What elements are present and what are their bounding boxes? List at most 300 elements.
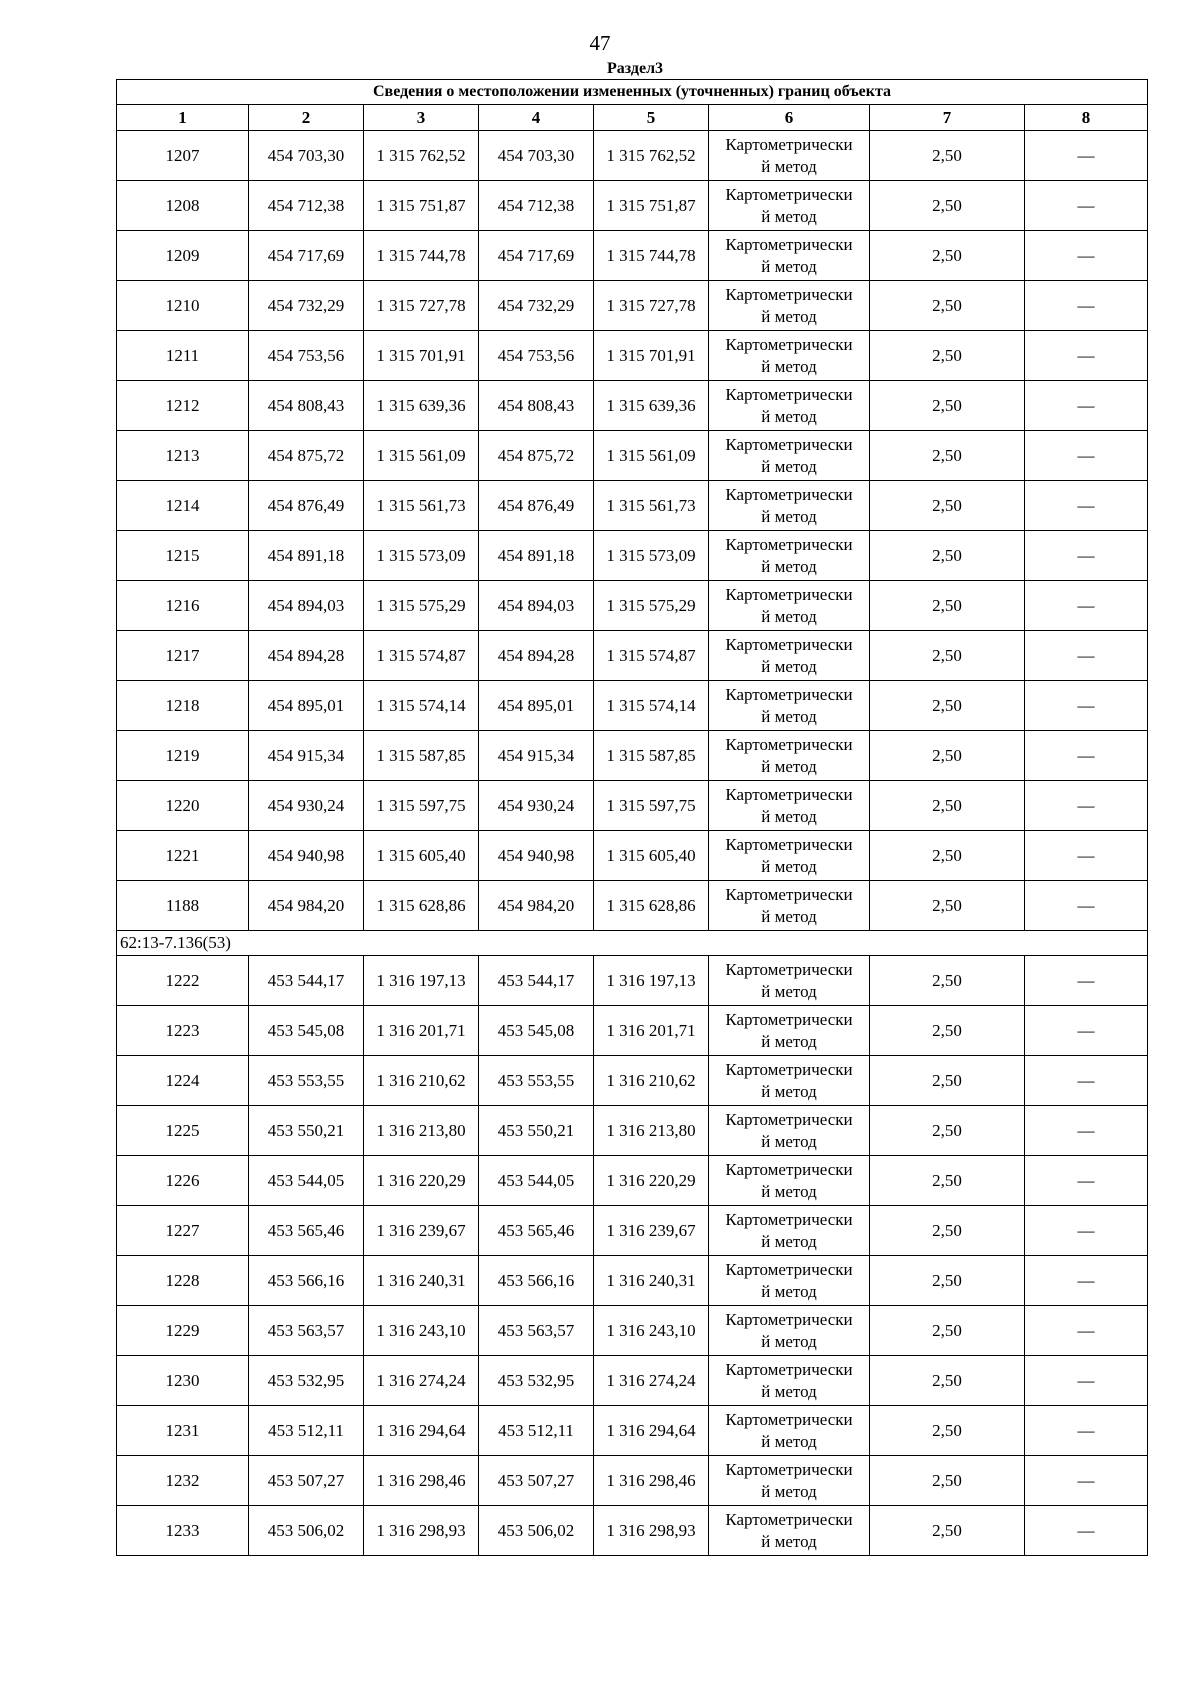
table-row [117,1456,1148,1506]
existing-y-cell: 1 315 574,14 [364,681,479,731]
method-text-line-2: й метод [761,906,817,926]
new-x-cell: 453 532,95 [479,1356,594,1406]
description-cell: — [1025,181,1148,231]
method-cell [709,431,870,481]
description-cell: — [1025,231,1148,281]
table-row [117,1056,1148,1106]
existing-x-cell: 453 507,27 [249,1456,364,1506]
description-cell: — [1025,381,1148,431]
method-cell [709,681,870,731]
existing-y-cell: 1 316 243,10 [364,1306,479,1356]
column-header: 3 [364,105,479,131]
description-cell: — [1025,1156,1148,1206]
point-number-cell: 1208 [117,181,249,231]
method-text-line-1: Картометрически [725,134,853,154]
existing-x-cell: 454 930,24 [249,781,364,831]
table-row [117,881,1148,931]
existing-y-cell: 1 315 574,87 [364,631,479,681]
point-number-cell: 1231 [117,1406,249,1456]
point-number-cell: 1217 [117,631,249,681]
new-y-cell: 1 315 574,14 [594,681,709,731]
point-number-cell: 1218 [117,681,249,731]
new-x-cell: 453 563,57 [479,1306,594,1356]
description-cell: — [1025,431,1148,481]
new-x-cell: 454 984,20 [479,881,594,931]
method-text-line-2: й метод [761,1431,817,1451]
new-x-cell: 454 876,49 [479,481,594,531]
existing-y-cell: 1 316 274,24 [364,1356,479,1406]
point-number-cell: 1212 [117,381,249,431]
description-cell: — [1025,1306,1148,1356]
table-row [117,481,1148,531]
method-cell [709,881,870,931]
accuracy-cell: 2,50 [870,381,1025,431]
table-row [117,1156,1148,1206]
point-number-cell: 1223 [117,1006,249,1056]
method-cell [709,1056,870,1106]
existing-x-cell: 454 894,28 [249,631,364,681]
existing-x-cell: 454 732,29 [249,281,364,331]
existing-y-cell: 1 315 762,52 [364,131,479,181]
method-cell [709,1206,870,1256]
method-text-line-1: Картометрически [725,1509,853,1529]
existing-y-cell: 1 315 751,87 [364,181,479,231]
method-text-line-1: Картометрически [725,734,853,754]
accuracy-cell: 2,50 [870,1456,1025,1506]
point-number-cell: 1207 [117,131,249,181]
column-header: 7 [870,105,1025,131]
existing-y-cell: 1 315 628,86 [364,881,479,931]
new-y-cell: 1 315 701,91 [594,331,709,381]
table-row [117,1506,1148,1556]
point-number-cell: 1229 [117,1306,249,1356]
point-number-cell: 1209 [117,231,249,281]
point-number-cell: 1216 [117,581,249,631]
method-cell [709,1356,870,1406]
description-cell: — [1025,581,1148,631]
existing-x-cell: 453 512,11 [249,1406,364,1456]
method-text-line-1: Картометрически [725,834,853,854]
method-text-line-1: Картометрически [725,684,853,704]
method-text-line-2: й метод [761,156,817,176]
method-cell [709,1156,870,1206]
point-number-cell: 1225 [117,1106,249,1156]
new-y-cell: 1 316 243,10 [594,1306,709,1356]
table-row [117,331,1148,381]
method-text-line-1: Картометрически [725,1309,853,1329]
point-number-cell: 1224 [117,1056,249,1106]
method-text-line-1: Картометрически [725,1159,853,1179]
new-y-cell: 1 316 220,29 [594,1156,709,1206]
existing-y-cell: 1 315 727,78 [364,281,479,331]
new-x-cell: 454 930,24 [479,781,594,831]
new-y-cell: 1 316 298,46 [594,1456,709,1506]
accuracy-cell: 2,50 [870,231,1025,281]
new-x-cell: 454 712,38 [479,181,594,231]
method-text-line-1: Картометрически [725,184,853,204]
accuracy-cell: 2,50 [870,1256,1025,1306]
accuracy-cell: 2,50 [870,1356,1025,1406]
new-x-cell: 454 875,72 [479,431,594,481]
accuracy-cell: 2,50 [870,681,1025,731]
method-cell [709,1506,870,1556]
accuracy-cell: 2,50 [870,831,1025,881]
table-row [117,281,1148,331]
new-x-cell: 454 894,03 [479,581,594,631]
method-cell [709,481,870,531]
accuracy-cell: 2,50 [870,881,1025,931]
new-y-cell: 1 316 239,67 [594,1206,709,1256]
method-text-line-2: й метод [761,756,817,776]
method-text-line-2: й метод [761,1231,817,1251]
method-cell [709,231,870,281]
table-row [117,731,1148,781]
new-x-cell: 454 717,69 [479,231,594,281]
point-number-cell: 1226 [117,1156,249,1206]
method-cell [709,1306,870,1356]
existing-x-cell: 453 544,17 [249,956,364,1006]
existing-y-cell: 1 315 587,85 [364,731,479,781]
method-text-line-1: Картометрически [725,784,853,804]
new-x-cell: 453 566,16 [479,1256,594,1306]
existing-y-cell: 1 316 213,80 [364,1106,479,1156]
method-text-line-2: й метод [761,356,817,376]
method-text-line-2: й метод [761,256,817,276]
new-x-cell: 454 703,30 [479,131,594,181]
new-x-cell: 454 894,28 [479,631,594,681]
new-y-cell: 1 315 628,86 [594,881,709,931]
existing-y-cell: 1 315 701,91 [364,331,479,381]
method-text-line-1: Картометрически [725,634,853,654]
new-y-cell: 1 316 294,64 [594,1406,709,1456]
new-x-cell: 453 512,11 [479,1406,594,1456]
method-cell [709,181,870,231]
existing-y-cell: 1 316 201,71 [364,1006,479,1056]
method-cell [709,131,870,181]
method-text-line-1: Картометрически [725,1009,853,1029]
existing-x-cell: 454 894,03 [249,581,364,631]
method-text-line-1: Картометрически [725,959,853,979]
column-header: 6 [709,105,870,131]
method-text-line-1: Картометрически [725,334,853,354]
method-text-line-2: й метод [761,456,817,476]
new-y-cell: 1 316 210,62 [594,1056,709,1106]
new-x-cell: 453 565,46 [479,1206,594,1256]
existing-y-cell: 1 316 220,29 [364,1156,479,1206]
existing-x-cell: 453 544,05 [249,1156,364,1206]
method-text-line-2: й метод [761,406,817,426]
existing-x-cell: 453 563,57 [249,1306,364,1356]
description-cell: — [1025,731,1148,781]
new-x-cell: 453 544,05 [479,1156,594,1206]
column-header: 1 [117,105,249,131]
method-cell [709,831,870,881]
existing-x-cell: 454 895,01 [249,681,364,731]
method-text-line-2: й метод [761,806,817,826]
table-row [117,431,1148,481]
method-cell [709,956,870,1006]
point-number-cell: 1214 [117,481,249,531]
accuracy-cell: 2,50 [870,1406,1025,1456]
new-y-cell: 1 315 587,85 [594,731,709,781]
new-y-cell: 1 315 639,36 [594,381,709,431]
new-x-cell: 453 506,02 [479,1506,594,1556]
method-text-line-2: й метод [761,1331,817,1351]
point-number-cell: 1232 [117,1456,249,1506]
existing-y-cell: 1 316 240,31 [364,1256,479,1306]
method-text-line-2: й метод [761,706,817,726]
description-cell: — [1025,1106,1148,1156]
point-number-cell: 1215 [117,531,249,581]
new-x-cell: 454 732,29 [479,281,594,331]
column-header: 4 [479,105,594,131]
existing-x-cell: 453 506,02 [249,1506,364,1556]
accuracy-cell: 2,50 [870,1056,1025,1106]
existing-y-cell: 1 315 561,09 [364,431,479,481]
new-y-cell: 1 315 762,52 [594,131,709,181]
existing-y-cell: 1 315 605,40 [364,831,479,881]
new-x-cell: 453 550,21 [479,1106,594,1156]
new-y-cell: 1 315 573,09 [594,531,709,581]
point-number-cell: 1220 [117,781,249,831]
point-number-cell: 1213 [117,431,249,481]
new-y-cell: 1 316 197,13 [594,956,709,1006]
new-y-cell: 1 316 201,71 [594,1006,709,1056]
point-number-cell: 1188 [117,881,249,931]
description-cell: — [1025,781,1148,831]
existing-x-cell: 453 550,21 [249,1106,364,1156]
method-text-line-1: Картометрически [725,884,853,904]
new-y-cell: 1 316 298,93 [594,1506,709,1556]
existing-x-cell: 454 753,56 [249,331,364,381]
method-text-line-1: Картометрически [725,1459,853,1479]
new-x-cell: 453 544,17 [479,956,594,1006]
existing-x-cell: 454 808,43 [249,381,364,431]
method-cell [709,631,870,681]
accuracy-cell: 2,50 [870,1156,1025,1206]
new-x-cell: 453 553,55 [479,1056,594,1106]
accuracy-cell: 2,50 [870,531,1025,581]
accuracy-cell: 2,50 [870,481,1025,531]
description-cell: — [1025,481,1148,531]
table-row [117,581,1148,631]
existing-y-cell: 1 315 639,36 [364,381,479,431]
method-text-line-2: й метод [761,1131,817,1151]
point-number-cell: 1221 [117,831,249,881]
method-text-line-2: й метод [761,656,817,676]
method-cell [709,1456,870,1506]
description-cell: — [1025,1406,1148,1456]
existing-y-cell: 1 315 597,75 [364,781,479,831]
column-header: 5 [594,105,709,131]
existing-x-cell: 454 891,18 [249,531,364,581]
accuracy-cell: 2,50 [870,181,1025,231]
group-label-row [117,931,1148,956]
accuracy-cell: 2,50 [870,431,1025,481]
existing-y-cell: 1 315 573,09 [364,531,479,581]
table-row [117,956,1148,1006]
point-number-cell: 1219 [117,731,249,781]
existing-y-cell: 1 316 239,67 [364,1206,479,1256]
point-number-cell: 1227 [117,1206,249,1256]
method-text-line-2: й метод [761,1081,817,1101]
existing-x-cell: 453 532,95 [249,1356,364,1406]
method-text-line-2: й метод [761,1031,817,1051]
method-cell [709,1406,870,1456]
method-text-line-1: Картометрически [725,384,853,404]
point-number-cell: 1233 [117,1506,249,1556]
new-y-cell: 1 315 727,78 [594,281,709,331]
method-text-line-2: й метод [761,856,817,876]
existing-y-cell: 1 316 298,93 [364,1506,479,1556]
existing-y-cell: 1 316 294,64 [364,1406,479,1456]
existing-y-cell: 1 316 197,13 [364,956,479,1006]
method-cell [709,581,870,631]
method-cell [709,781,870,831]
point-number-cell: 1230 [117,1356,249,1406]
method-cell [709,381,870,431]
accuracy-cell: 2,50 [870,781,1025,831]
method-cell [709,1106,870,1156]
accuracy-cell: 2,50 [870,281,1025,331]
description-cell: — [1025,1456,1148,1506]
description-cell: — [1025,881,1148,931]
description-cell: — [1025,1206,1148,1256]
new-y-cell: 1 315 744,78 [594,231,709,281]
method-text-line-2: й метод [761,206,817,226]
table-row [117,1006,1148,1056]
table-row [117,781,1148,831]
method-cell [709,1256,870,1306]
group-label: 62:13-7.136(53) [117,931,1148,956]
method-text-line-1: Картометрически [725,234,853,254]
new-y-cell: 1 315 751,87 [594,181,709,231]
existing-x-cell: 454 703,30 [249,131,364,181]
new-x-cell: 453 545,08 [479,1006,594,1056]
point-number-cell: 1210 [117,281,249,331]
existing-y-cell: 1 316 210,62 [364,1056,479,1106]
new-x-cell: 454 940,98 [479,831,594,881]
accuracy-cell: 2,50 [870,1106,1025,1156]
table-row [117,1356,1148,1406]
existing-x-cell: 454 915,34 [249,731,364,781]
table-caption-row [117,80,1148,105]
method-text-line-2: й метод [761,981,817,1001]
existing-x-cell: 454 717,69 [249,231,364,281]
description-cell: — [1025,1256,1148,1306]
method-text-line-1: Картометрически [725,1359,853,1379]
new-y-cell: 1 315 575,29 [594,581,709,631]
new-x-cell: 454 753,56 [479,331,594,381]
existing-y-cell: 1 315 561,73 [364,481,479,531]
description-cell: — [1025,681,1148,731]
accuracy-cell: 2,50 [870,581,1025,631]
new-x-cell: 454 895,01 [479,681,594,731]
method-text-line-1: Картометрически [725,534,853,554]
accuracy-cell: 2,50 [870,956,1025,1006]
new-x-cell: 454 891,18 [479,531,594,581]
new-x-cell: 453 507,27 [479,1456,594,1506]
method-text-line-1: Картометрически [725,1059,853,1079]
point-number-cell: 1222 [117,956,249,1006]
description-cell: — [1025,956,1148,1006]
method-text-line-2: й метод [761,1381,817,1401]
new-y-cell: 1 316 213,80 [594,1106,709,1156]
point-number-cell: 1228 [117,1256,249,1306]
accuracy-cell: 2,50 [870,331,1025,381]
table-row [117,831,1148,881]
accuracy-cell: 2,50 [870,731,1025,781]
method-cell [709,531,870,581]
table-row [117,1256,1148,1306]
accuracy-cell: 2,50 [870,1006,1025,1056]
accuracy-cell: 2,50 [870,131,1025,181]
method-text-line-2: й метод [761,606,817,626]
method-cell [709,281,870,331]
method-cell [709,1006,870,1056]
column-header: 8 [1025,105,1148,131]
existing-y-cell: 1 315 744,78 [364,231,479,281]
accuracy-cell: 2,50 [870,631,1025,681]
new-y-cell: 1 315 561,09 [594,431,709,481]
page-number: 47 [589,31,611,55]
new-y-cell: 1 315 605,40 [594,831,709,881]
method-text-line-2: й метод [761,1481,817,1501]
table-row [117,381,1148,431]
method-text-line-2: й метод [761,306,817,326]
accuracy-cell: 2,50 [870,1206,1025,1256]
method-text-line-2: й метод [761,556,817,576]
method-text-line-1: Картометрически [725,284,853,304]
method-text-line-2: й метод [761,1281,817,1301]
existing-x-cell: 453 566,16 [249,1256,364,1306]
new-y-cell: 1 316 240,31 [594,1256,709,1306]
new-x-cell: 454 808,43 [479,381,594,431]
table-row [117,631,1148,681]
column-header: 2 [249,105,364,131]
method-text-line-2: й метод [761,1531,817,1551]
method-text-line-1: Картометрически [725,1409,853,1429]
description-cell: — [1025,1356,1148,1406]
method-text-line-1: Картометрически [725,484,853,504]
table-row [117,531,1148,581]
table-row [117,1306,1148,1356]
new-x-cell: 454 915,34 [479,731,594,781]
existing-x-cell: 454 712,38 [249,181,364,231]
description-cell: — [1025,831,1148,881]
method-text-line-1: Картометрически [725,584,853,604]
accuracy-cell: 2,50 [870,1306,1025,1356]
table-row [117,1406,1148,1456]
section-title: Раздел3 [606,60,664,77]
table-row [117,231,1148,281]
method-text-line-1: Картометрически [725,434,853,454]
description-cell: — [1025,331,1148,381]
existing-x-cell: 453 553,55 [249,1056,364,1106]
table-row [117,681,1148,731]
description-cell: — [1025,1006,1148,1056]
table-caption: Сведения о местоположении измененных (уточненных) границ объекта [117,80,1148,105]
table-row [117,1106,1148,1156]
method-cell [709,331,870,381]
new-y-cell: 1 315 597,75 [594,781,709,831]
table-row [117,1206,1148,1256]
existing-y-cell: 1 315 575,29 [364,581,479,631]
description-cell: — [1025,131,1148,181]
method-cell [709,731,870,781]
table-row [117,131,1148,181]
method-text-line-2: й метод [761,506,817,526]
